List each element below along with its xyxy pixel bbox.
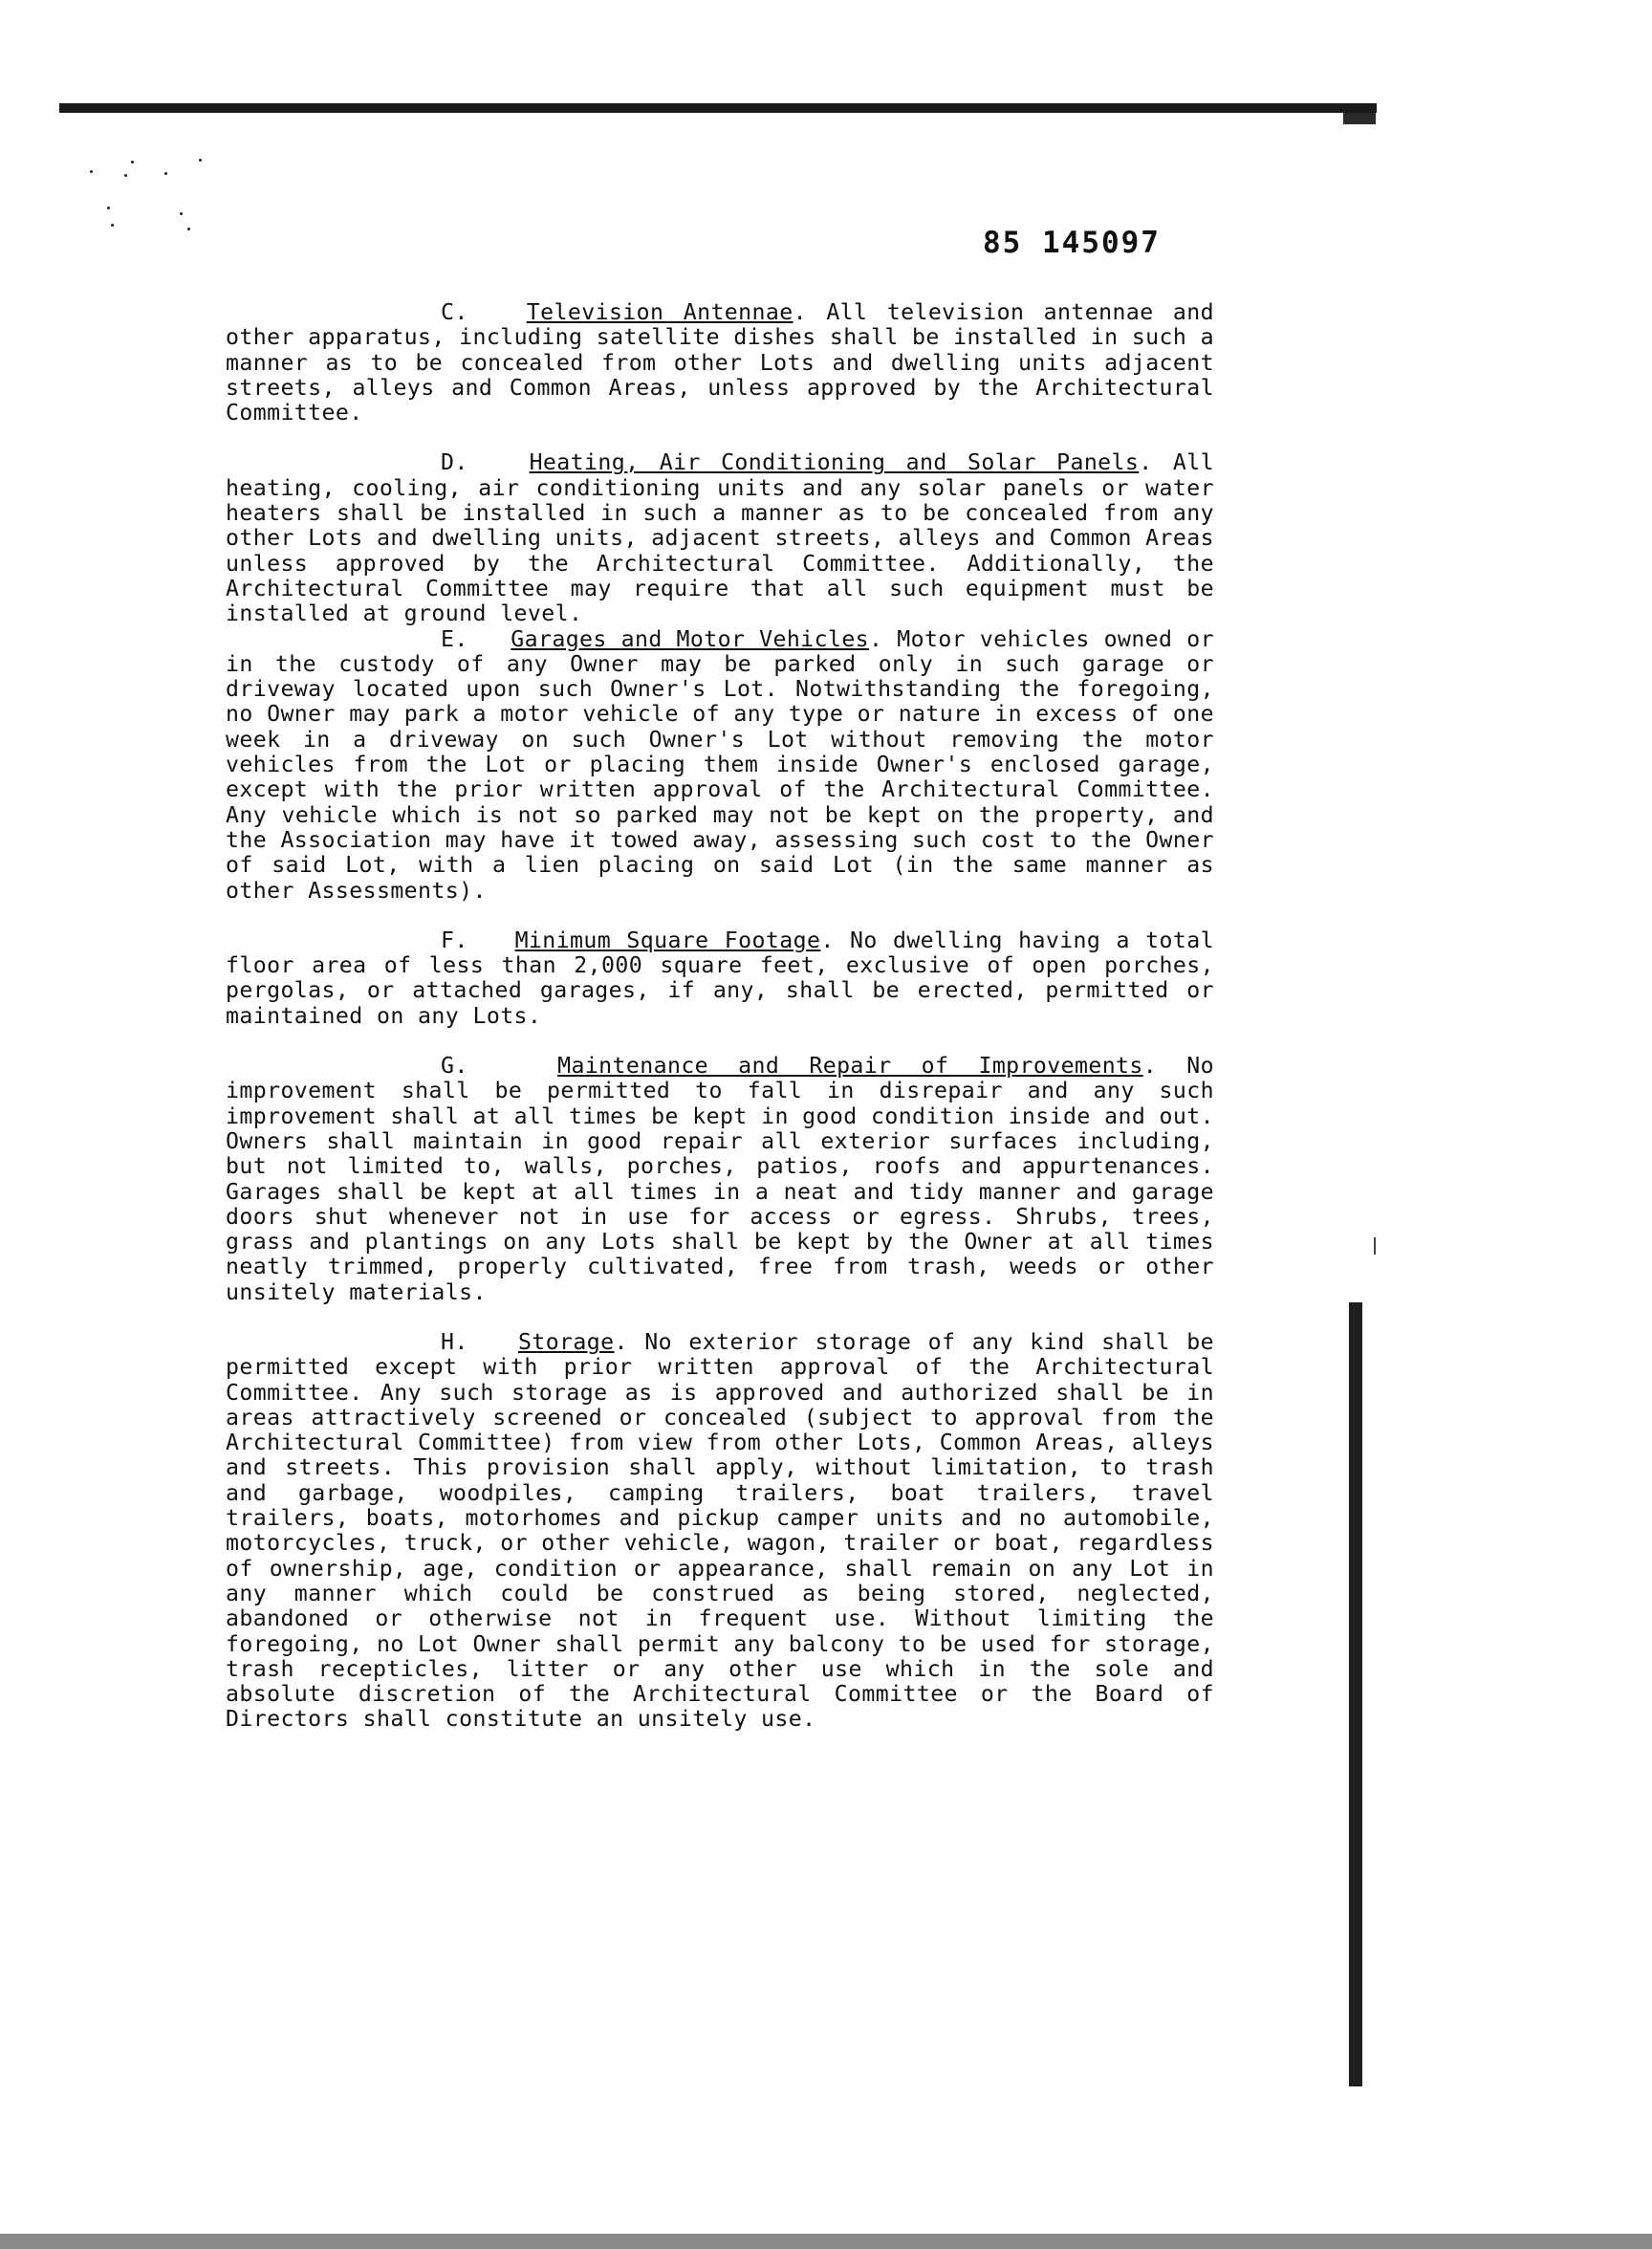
section-h — [226, 1330, 1214, 1733]
section-text: . No dwelling having a total floor area of less than 2,000 square feet, exclusive of open porches, pergolas, or attached garages, if any, shall be erected, permitted or maintained on any Lots. — [226, 927, 1214, 1029]
section-text: . All heating, cooling, air conditioning units and any solar panels or water heaters shall be installed in such a manner as to be concealed from any other Lots and dwelling units, adjacent streets, alleys and Common Areas unless approved by the Architectural Committee. Additionally, the Architectural Committee may require that all such equipment must be installed at ground level. — [226, 449, 1214, 627]
section-heading: Maintenance and Repair of Improvements — [557, 1053, 1143, 1080]
section-e — [226, 627, 1214, 904]
section-heading: Television Antennae — [526, 299, 793, 325]
section-g — [226, 1054, 1214, 1305]
scan-top-rule-tail — [1343, 113, 1376, 124]
scan-top-rule — [59, 103, 1377, 113]
section-text: . Motor vehicles owned or in the custody of any Owner may be parked only in such garage or driveway located upon such Owner's Lot. Notwithstanding the foregoing, no Owner may park a motor vehicle of any type or nature in excess of one week in a driveway on such Owner's Lot without removing the motor vehicles from the Lot or placing them inside Owner's enclosed garage, except with the prior written approval of the Architectural Committee. Any vehicle which is not so parked may not be kept on the property, and the Association may have it towed away, assessing such cost to the Owner of said Lot, with a lien placing on said Lot (in the same manner as other Assessments). — [226, 625, 1214, 904]
section-text: . No improvement shall be permitted to fall in disrepair and any such improvement shall at all times be kept in good condition inside and out. Owners shall maintain in good repair all exterior surfaces including, but not limited to, walls, porches, patios, roofs and appurtenances. Garages shall be kept at all times in a neat and tidy manner and garage doors shut whenever not in use for access or egress. Shrubs, trees, grass and plantings on any Lots shall be kept by the Owner at all times neatly trimmed, properly cultivated, free from trash, weeds or other unsitely materials. — [226, 1053, 1214, 1305]
scan-edge-mark — [1374, 1237, 1376, 1255]
section-d — [226, 450, 1214, 626]
document-number: 85 145097 — [983, 226, 1161, 260]
section-letter: F. — [441, 927, 468, 953]
section-heading: Heating, Air Conditioning and Solar Panels — [529, 449, 1140, 476]
section-c — [226, 300, 1214, 426]
document-body — [226, 300, 1214, 1733]
section-letter: C. — [441, 299, 468, 325]
section-letter: H. — [441, 1328, 468, 1355]
scan-bottom-band — [0, 2234, 1652, 2249]
section-letter: E. — [441, 625, 468, 652]
section-heading: Garages and Motor Vehicles — [511, 625, 870, 652]
section-text: . No exterior storage of any kind shall be permitted except with prior written approval of the Architectural Committee. Any such storage as is approved and authorized shall be in areas attractively screened or concealed (subject to approval from the Architectural Committee) from view from other Lots, Common Areas, alleys and streets. This provision shall apply, without limitation, to trash and garbage, woodpiles, camping trailers, boat trailers, travel trailers, boats, motorhomes and pickup camper units and no automobile, motorcycles, truck, or other vehicle, wagon, trailer or boat, regardless of ownership, age, condition or appearance, shall remain on any Lot in any manner which could be construed as being stored, neglected, abandoned or otherwise not in frequent use. Without limiting the foregoing, no Lot Owner shall permit any balcony to be used for storage, trash recepticles, litter or any other use which in the sole and absolute discretion of the Architectural Committee or the Board of Directors shall constitute an unsitely use. — [226, 1328, 1214, 1733]
section-heading: Minimum Square Footage — [514, 927, 821, 953]
section-heading: Storage — [517, 1328, 615, 1355]
section-letter: D. — [441, 449, 468, 476]
scan-specks — [86, 153, 220, 239]
scan-edge-bar — [1349, 1302, 1362, 2086]
section-f — [226, 928, 1214, 1029]
section-letter: G. — [441, 1053, 468, 1080]
section-text: . All television antennae and other apparatus, including satellite dishes shall be installed in such a manner as to be concealed from other Lots and dwelling units adjacent streets, alleys and Common Areas, unless approved by the Architectural Committee. — [226, 299, 1214, 426]
